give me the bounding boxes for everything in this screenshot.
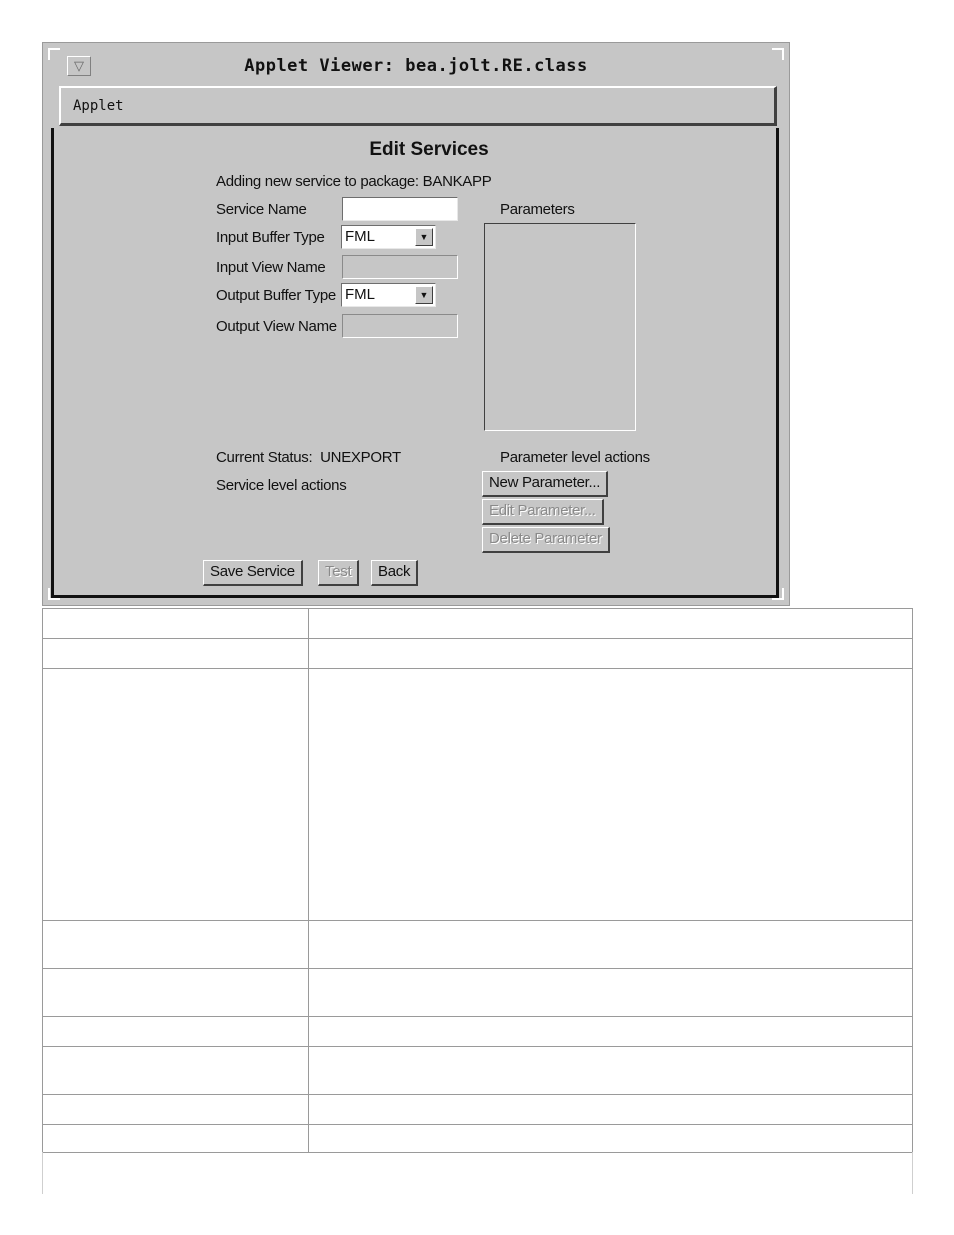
input-buffer-type-label: Input Buffer Type <box>216 229 325 246</box>
table-cell <box>309 639 913 669</box>
table-cell <box>309 1125 913 1153</box>
applet-menu[interactable]: Applet <box>73 98 124 114</box>
input-buffer-type-value: FML <box>345 228 375 245</box>
output-buffer-type-select[interactable] <box>341 283 436 307</box>
table-row <box>43 639 913 669</box>
parameters-list[interactable] <box>484 223 636 431</box>
table-cell <box>43 609 309 639</box>
output-buffer-type-label: Output Buffer Type <box>216 287 336 304</box>
down-triangle-icon: ▽ <box>74 58 84 73</box>
output-buffer-type-value: FML <box>345 286 375 303</box>
table-cell <box>309 609 913 639</box>
window-title: Applet Viewer: bea.jolt.RE.class <box>244 56 588 76</box>
table-cell <box>309 969 913 1017</box>
input-view-name-input <box>342 255 458 279</box>
window-titlebar[interactable] <box>51 51 781 79</box>
table-footer-area <box>42 1152 913 1194</box>
table-row <box>43 969 913 1017</box>
table-cell <box>309 1047 913 1095</box>
table-row <box>43 921 913 969</box>
table-row <box>43 1125 913 1153</box>
output-view-name-label: Output View Name <box>216 318 337 335</box>
table-cell <box>43 1125 309 1153</box>
table-row <box>43 609 913 639</box>
save-service-button[interactable]: Save Service <box>203 560 303 586</box>
parameters-label: Parameters <box>500 201 575 218</box>
applet-viewer-window <box>42 42 790 606</box>
table-cell <box>309 1095 913 1125</box>
delete-parameter-button: Delete Parameter <box>482 527 610 553</box>
test-button: Test <box>318 560 359 586</box>
output-view-name-input <box>342 314 458 338</box>
table-cell <box>309 1017 913 1047</box>
back-button[interactable]: Back <box>371 560 418 586</box>
table-row <box>43 1095 913 1125</box>
current-status-caption: Current Status: <box>216 449 313 466</box>
input-buffer-type-select[interactable] <box>341 225 436 249</box>
input-view-name-label: Input View Name <box>216 259 326 276</box>
table-cell <box>43 921 309 969</box>
table-cell <box>43 1095 309 1125</box>
service-name-label: Service Name <box>216 201 307 218</box>
package-subtitle: Adding new service to package: BANKAPP <box>216 173 492 190</box>
table-cell <box>43 1047 309 1095</box>
table-cell <box>43 1017 309 1047</box>
table-cell <box>309 669 913 921</box>
table-row <box>43 1017 913 1047</box>
table-row <box>43 1047 913 1095</box>
service-actions-label: Service level actions <box>216 477 347 494</box>
table-cell <box>43 969 309 1017</box>
table-cell <box>43 639 309 669</box>
parameter-actions-label: Parameter level actions <box>500 449 650 466</box>
chevron-down-icon[interactable]: ▼ <box>415 228 433 246</box>
applet-menu-bar[interactable] <box>59 86 777 126</box>
current-status-value: UNEXPORT <box>320 449 401 466</box>
table-cell <box>309 921 913 969</box>
table-cell <box>43 669 309 921</box>
page-title: Edit Services <box>369 139 489 160</box>
new-parameter-button[interactable]: New Parameter... <box>482 471 608 497</box>
parameter-table <box>42 608 913 1153</box>
edit-parameter-button: Edit Parameter... <box>482 499 604 525</box>
current-status-label <box>216 449 401 466</box>
chevron-down-icon[interactable]: ▼ <box>415 286 433 304</box>
table-row <box>43 669 913 921</box>
service-name-input[interactable] <box>342 197 458 221</box>
